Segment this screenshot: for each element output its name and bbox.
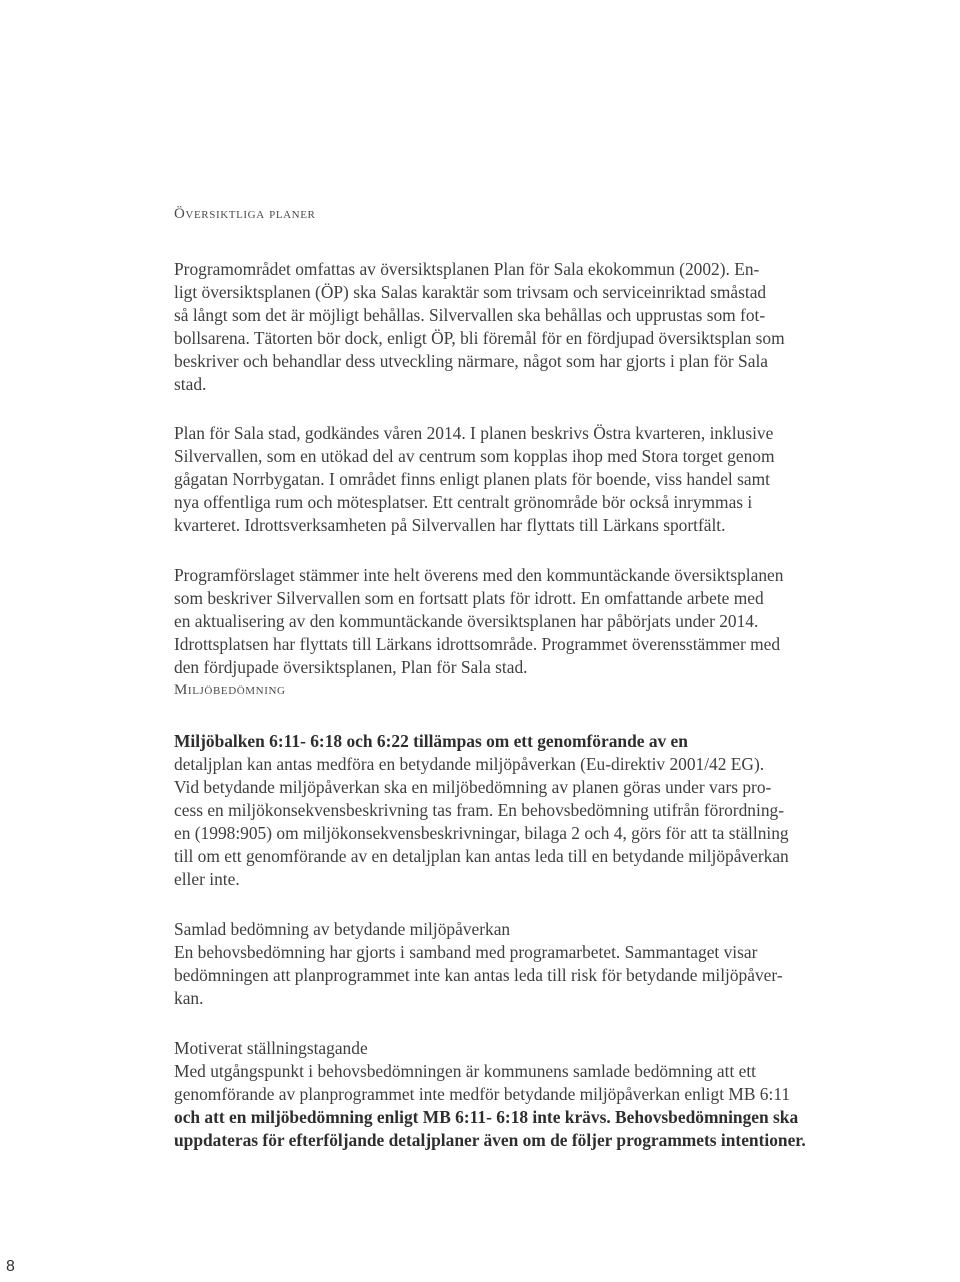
paragraph-line: detaljplan kan antas medföra en betydande miljöpåverkan (Eu-direktiv 2001/42 EG). (174, 754, 765, 774)
paragraph-line: kvarteret. Idrottsverksamheten på Silvervallen har flyttats till Lärkans sportfält. (174, 515, 726, 535)
paragraph-line: En behovsbedömning har gjorts i samband med programarbetet. Sammantaget visar (174, 942, 758, 962)
paragraph-line: nya offentliga rum och mötesplatser. Ett centralt grönområde bör också inrymmas i (174, 492, 753, 512)
paragraph-line: till om ett genomförande av en detaljplan kan antas leda till en betydande miljöpåverkan (174, 846, 789, 866)
paragraph-line: Miljöbalken 6:11- 6:18 och 6:22 tillämpas om ett genomförande av en (174, 731, 688, 751)
subheading-motiverat-stallningstagande: Motiverat ställningstagande (174, 1038, 368, 1058)
paragraph-line: Silvervallen, som en utökad del av centrum som kopplas ihop med Stora torget genom (174, 446, 775, 466)
paragraph-line: ligt översiktsplanen (ÖP) ska Salas karaktär som trivsam och serviceinriktad småstad (174, 282, 767, 302)
paragraph-line: stad. (174, 374, 207, 394)
subheading-samlad-bedomning: Samlad bedömning av betydande miljöpåverkan (174, 919, 511, 939)
paragraph-line: den fördjupade översiktsplanen, Plan för Sala stad. (174, 657, 528, 677)
section-heading-oversiktliga-planer: Översiktliga planer (174, 206, 316, 222)
paragraph-line: Programområdet omfattas av översiktsplanen Plan för Sala ekokommun (2002). En- (174, 259, 760, 279)
paragraph-line: uppdateras för efterföljande detaljplaner även om de följer programmets intentioner. (174, 1130, 806, 1150)
paragraph-line: eller inte. (174, 869, 240, 889)
paragraph-line: cess en miljökonsekvensbeskrivning tas fram. En behovsbedömning utifrån förordning- (174, 800, 784, 820)
paragraph-line: gågatan Norrbygatan. I området finns enligt planen plats för boende, viss handel samt (174, 469, 770, 489)
paragraph-line: så långt som det är möjligt behållas. Silvervallen ska behållas och upprustas som fot- (174, 305, 766, 325)
paragraph-line: Idrottsplatsen har flyttats till Lärkans idrottsområde. Programmet överensstämmer med (174, 634, 781, 654)
section-heading-miljobedomning: Miljöbedömning (174, 682, 286, 698)
paragraph-line: Med utgångspunkt i behovsbedömningen är kommunens samlade bedömning att ett (174, 1061, 757, 1081)
paragraph-line: och att en miljöbedömning enligt MB 6:11- 6:18 inte krävs. Behovsbedömningen ska (174, 1107, 799, 1127)
paragraph-line: som beskriver Silvervallen som en fortsatt plats för idrott. En omfattande arbete med (174, 588, 764, 608)
paragraph-line: Vid betydande miljöpåverkan ska en miljöbedömning av planen göras under vars pro- (174, 777, 772, 797)
paragraph-line: en aktualisering av den kommuntäckande översiktsplanen har påbörjats under 2014. (174, 611, 759, 631)
paragraph-line: beskriver och behandlar dess utveckling närmare, något som har gjorts i plan för Sala (174, 351, 768, 371)
page-number: 8 (6, 1258, 15, 1275)
paragraph-line: Programförslaget stämmer inte helt överens med den kommuntäckande översiktsplanen (174, 565, 784, 585)
paragraph-line: Plan för Sala stad, godkändes våren 2014. I planen beskrivs Östra kvarteren, inklusive (174, 423, 774, 443)
paragraph-line: genomförande av planprogrammet inte medför betydande miljöpåverkan enligt MB 6:11 (174, 1084, 791, 1104)
paragraph-line: bedömningen att planprogrammet inte kan antas leda till risk för betydande miljöpåver- (174, 965, 783, 985)
paragraph-line: en (1998:905) om miljökonsekvensbeskrivningar, bilaga 2 och 4, görs för att ta ställning (174, 823, 789, 843)
paragraph-line: bollsarena. Tätorten bör dock, enligt ÖP, bli föremål för en fördjupad översiktsplan som (174, 328, 785, 348)
paragraph-line: kan. (174, 988, 204, 1008)
